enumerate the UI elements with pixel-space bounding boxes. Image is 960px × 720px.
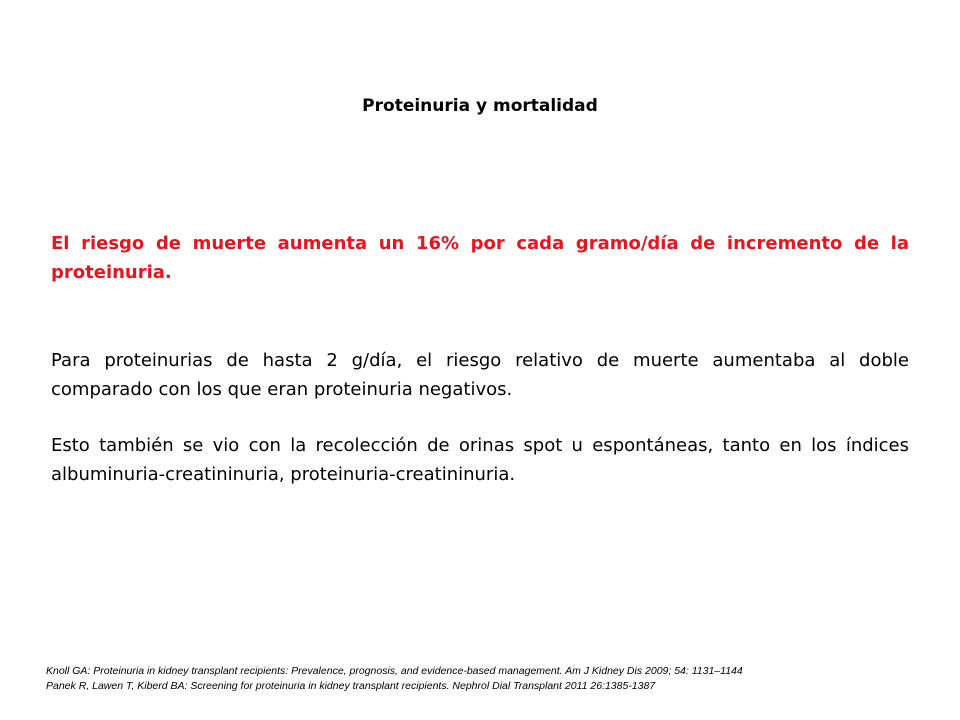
reference-knoll: Knoll GA: Proteinuria in kidney transplant recipients: Prevalence, prognosis, and evidence-based management. Am J Kidney Dis 2009; 54: 1131–1144	[46, 665, 743, 677]
highlight-statement: El riesgo de muerte aumenta un 16% por cada gramo/día de incremento de la proteinuria.	[51, 233, 909, 283]
reference-panek: Panek R, Lawen T, Kiberd BA: Screening for proteinuria in kidney transplant recipients. Nephrol Dial Transplant 2011 26:1385-1387	[46, 680, 656, 692]
paragraph-relative-risk: Para proteinurias de hasta 2 g/día, el riesgo relativo de muerte aumentaba al doble comparado con los que eran proteinuria negativos.	[51, 350, 909, 400]
paragraph-spot-urine: Esto también se vio con la recolección de orinas spot u espontáneas, tanto en los índices albuminuria-creatininuria, proteinuria-creatininuria.	[51, 435, 909, 485]
slide-title: Proteinuria y mortalidad	[362, 96, 598, 116]
references	[46, 664, 926, 694]
